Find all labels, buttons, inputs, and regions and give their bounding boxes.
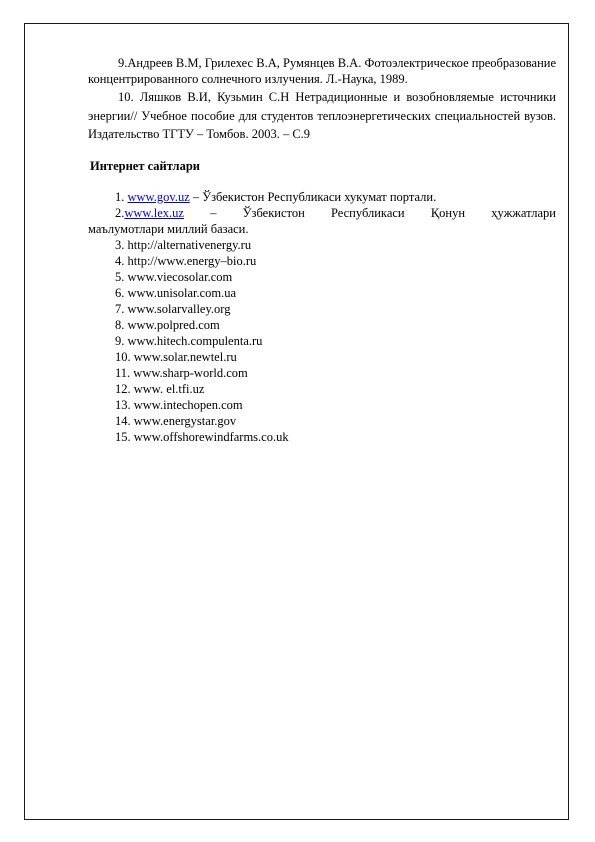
list-item: 12. www. el.tfi.uz	[115, 381, 205, 396]
list-item	[88, 205, 556, 221]
link-description: – Ўзбекистон Республикаси Қонун ҳужжатлари	[183, 205, 556, 220]
list-item: 11. www.sharp-world.com	[115, 365, 248, 380]
link-number: 2.	[115, 205, 125, 220]
link-description: – Ўзбекистон Республикаси хукумат портали.	[189, 189, 437, 204]
list-item: 13. www.intechopen.com	[115, 397, 243, 412]
list-item: 10. www.solar.newtel.ru	[115, 349, 237, 364]
lex-uz-link[interactable]: www.lex.uz	[124, 205, 184, 220]
links-list	[88, 189, 556, 445]
list-item: 14. www.energystar.gov	[115, 413, 237, 428]
list-item: 3. http://alternativenergy.ru	[115, 237, 252, 252]
list-item: 6. www.unisolar.com.ua	[115, 285, 237, 300]
list-item: 9. www.hitech.compulenta.ru	[115, 333, 263, 348]
list-item: 15. www.offshorewindfarms.co.uk	[115, 429, 289, 444]
gov-uz-link[interactable]: www.gov.uz	[127, 189, 190, 204]
list-item	[88, 189, 556, 205]
list-item-continuation: маълумотлари миллий базаси.	[88, 221, 249, 236]
list-item: 7. www.solarvalley.org	[115, 301, 231, 316]
list-item: 4. http://www.energy–bio.ru	[115, 253, 257, 268]
reference-10: 10. Ляшков В.И, Кузьмин С.Н Нетрадиционные и возобновляемые источники энергии// Учебное пособие для студентов теплоэнергетических специальностей вузов. Издательство ТГТУ – Томбов. 2003. – С.9	[88, 90, 556, 141]
link-number: 1.	[115, 189, 128, 204]
list-item: 8. www.polpred.com	[115, 317, 220, 332]
document-body	[88, 55, 556, 445]
internet-sites-heading: Интернет сайтлари	[90, 158, 200, 173]
reference-9: 9.Андреев В.М, Грилехес В.А, Румянцев В.А. Фотоэлектрическое преобразование концентрированного солнечного излучения. Л.-Наука, 1989.	[88, 56, 556, 86]
list-item: 5. www.viecosolar.com	[115, 269, 233, 284]
